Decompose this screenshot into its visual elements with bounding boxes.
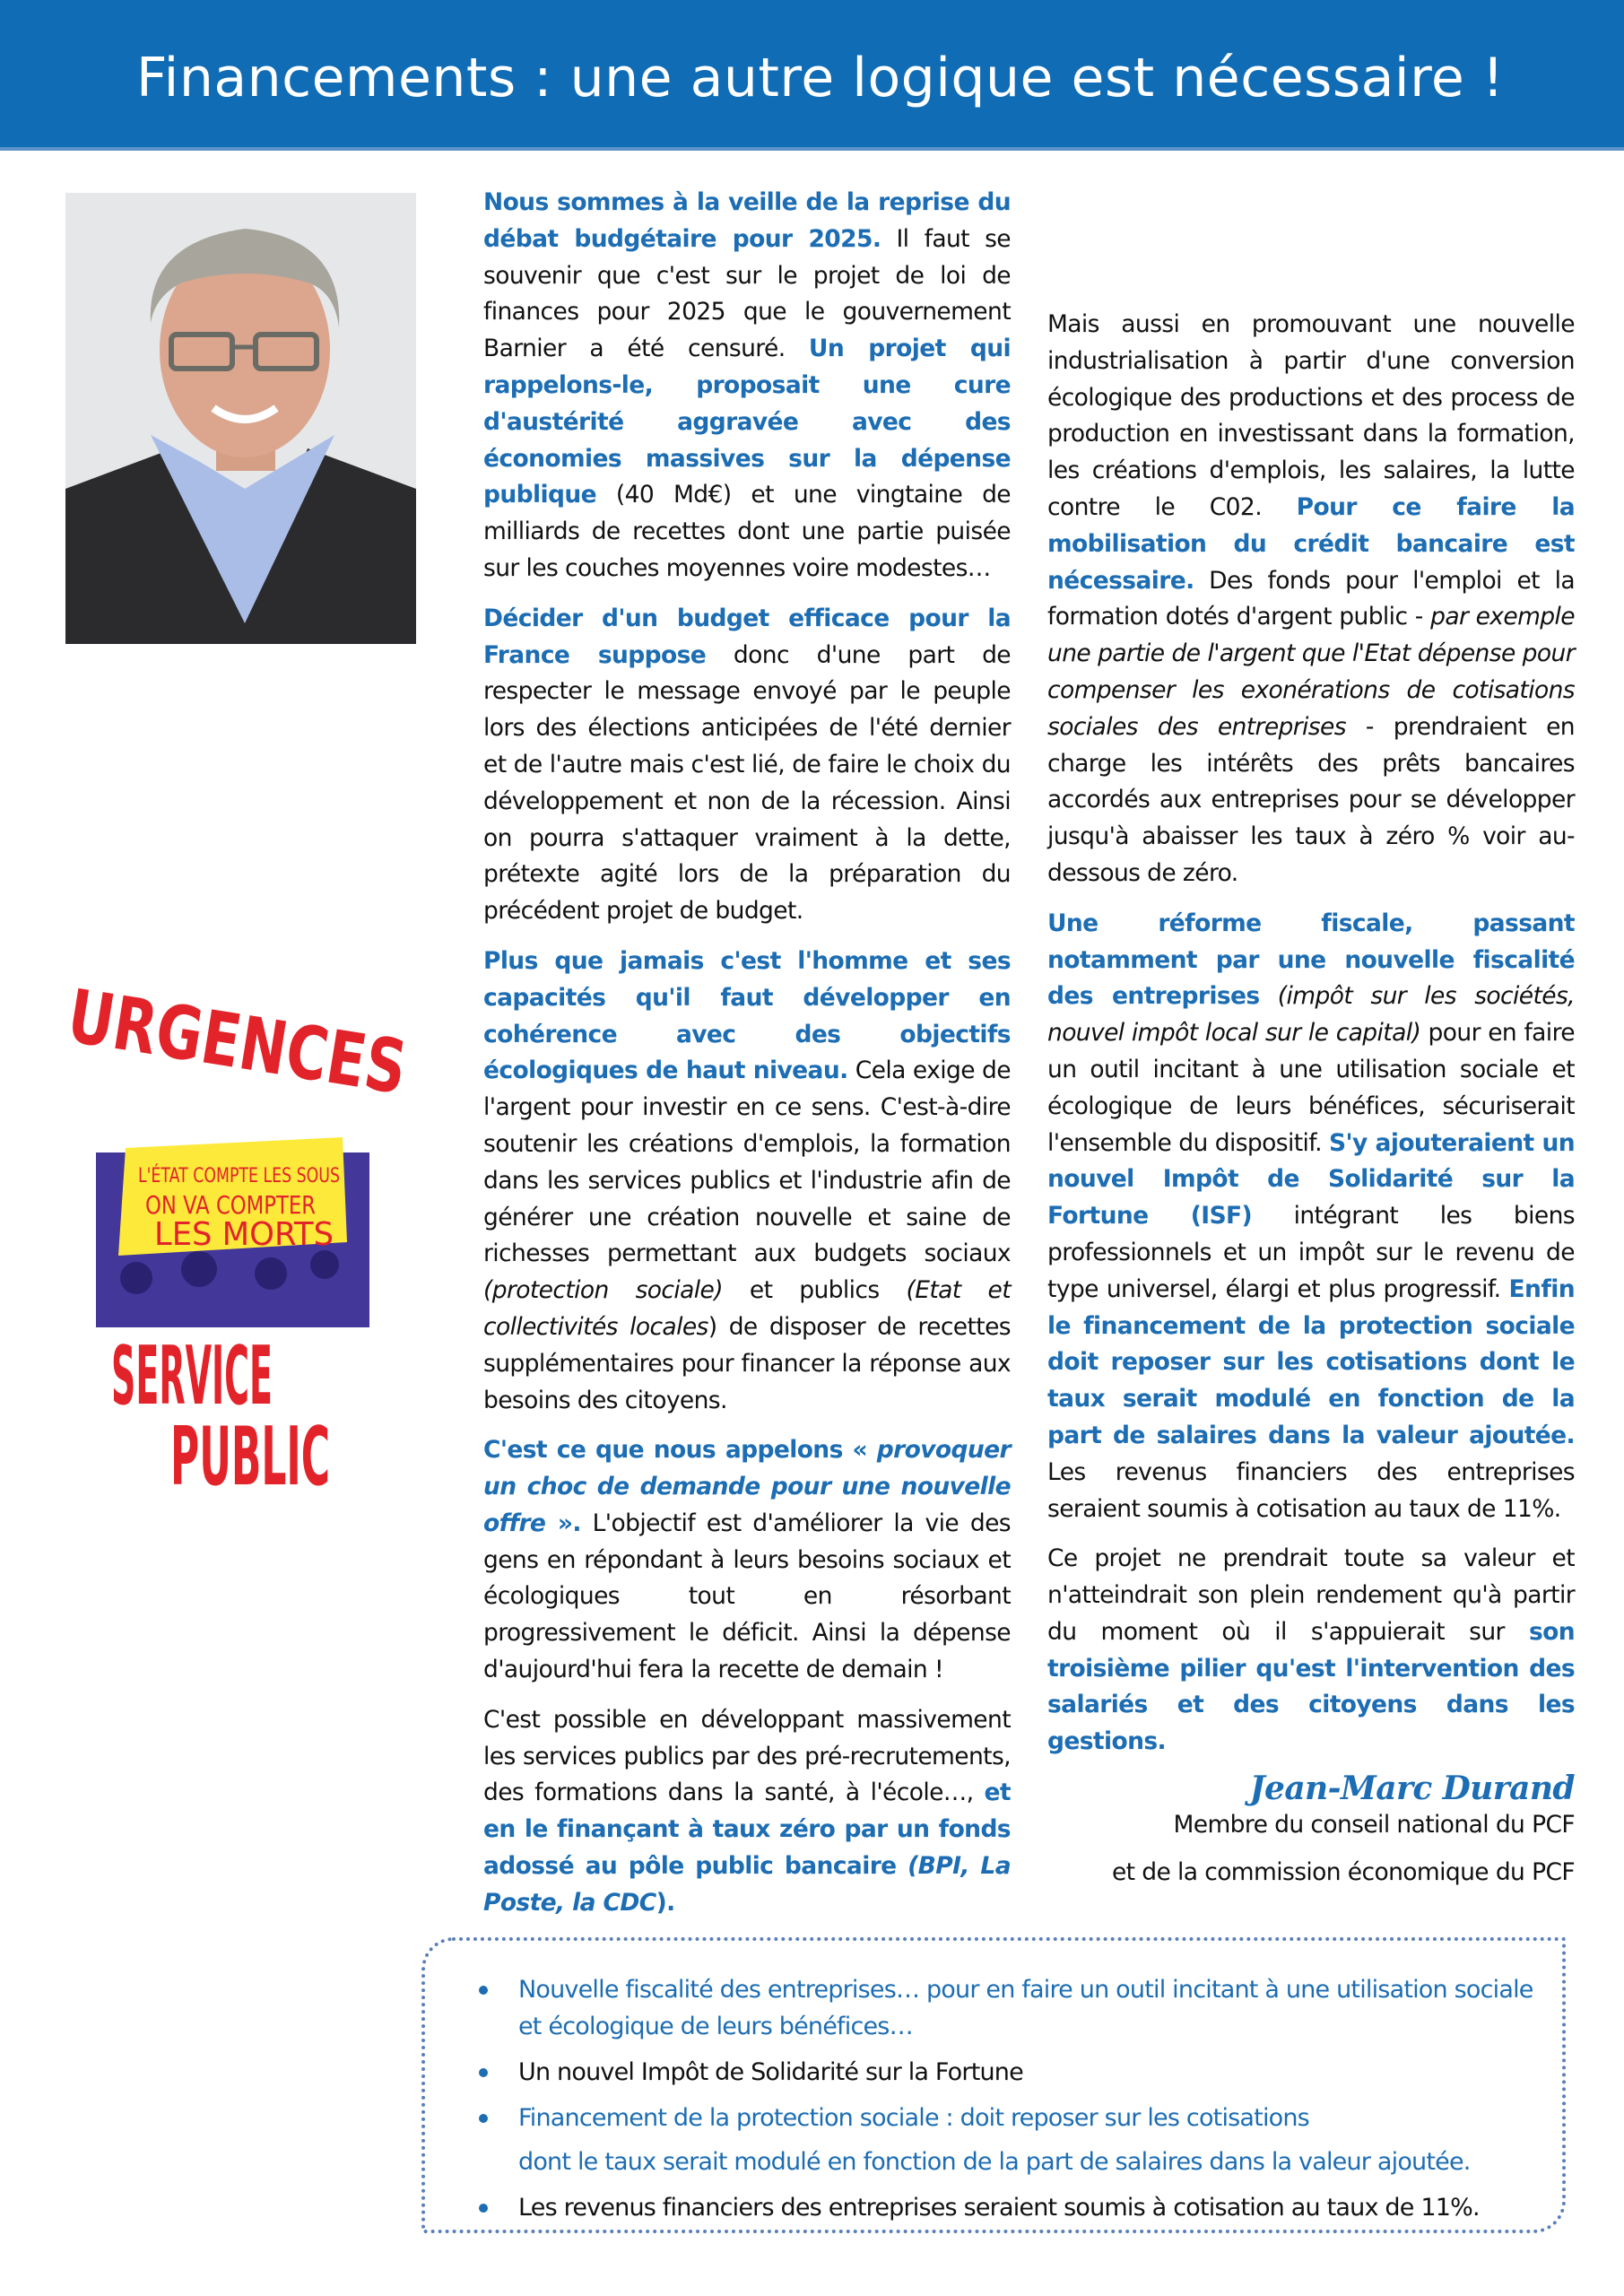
body-text: intégrant les biens professionnels et un impôt sur le revenu de type universel, élargi et plus progressif.	[1047, 1202, 1576, 1303]
paragraph-7	[1047, 906, 1575, 1528]
highlight-text: Plus que jamais c'est l'homme et ses capacités qu'il faut développer en cohérence avec des objectifs écologiques de haut niveau.	[483, 946, 1011, 1085]
paragraph-6	[1047, 307, 1575, 892]
paragraph-8	[1047, 1541, 1575, 1761]
highlight-text: Décider d'un budget efficace pour la France suppose	[483, 604, 1011, 669]
paragraph-1	[483, 185, 1011, 587]
body-text: Ce projet ne prendrait toute sa valeur et n'atteindrait son plein rendement qu'à partir du moment où il s'appuierait sur	[1047, 1544, 1575, 1646]
body-text: L'objectif est d'améliorer la vie des gens en répondant à leurs besoins sociaux et écologiques tout en résorbant progressivement le déficit. Ainsi la dépense d'aujourd'hui fera la recette de demain !	[483, 1509, 1011, 1684]
poster-banner-line2: ON VA COMPTER	[145, 1190, 316, 1220]
urgences-poster	[56, 973, 516, 1504]
summary-list	[479, 1971, 1535, 2235]
body-text: donc d'une part de respecter le message envoyé par le peuple lors des élections anticipées de l'été dernier et de l'autre mais c'est lié, de faire le choix du développement et non de la récession. Ainsi on pourra s'attaquer vraiment à la dette, prétexte agité lors de la préparation du précédent projet de budget.	[483, 640, 1012, 926]
italic-text: (Etat et collectivités locales	[483, 1276, 1011, 1341]
body-text: Il faut se souvenir que c'est sur le projet de loi de finances pour 2025 que le gouvernement Barnier a été censuré.	[483, 224, 1012, 363]
summary-item	[479, 2189, 1535, 2226]
summary-item-text: Un nouvel Impôt de Solidarité sur la Fortune	[518, 2058, 1023, 2086]
highlight-text: ».	[545, 1509, 581, 1537]
summary-box	[421, 1937, 1566, 2233]
body-text: Les revenus financiers des entreprises seraient soumis à cotisation au taux de 11%.	[1047, 1457, 1575, 1523]
body-text: C'est possible en développant massivement les services publics par des pré-recrutements, des formations dans la santé, à l'école…,	[483, 1705, 1011, 1807]
lead-text: Nous sommes à la veille de la reprise du débat budgétaire pour 2025.	[483, 188, 1011, 253]
bullet-icon	[479, 2204, 488, 2213]
paragraph-4	[483, 1432, 1011, 1689]
poster-bottom-line1: SERVICE	[111, 1329, 273, 1423]
body-text: et publics	[722, 1276, 907, 1305]
author-photo	[65, 193, 416, 644]
body-text: (40 Md€) et une vingtaine de milliards de recettes dont une partie puisée sur les couches moyennes voire modestes…	[483, 481, 1011, 582]
poster-top-word: URGENCES	[62, 973, 516, 1128]
portrait-illustration	[65, 193, 416, 644]
poster-banner-line1: L'ÉTAT COMPTE LES SOUS	[138, 1165, 395, 1187]
paragraph-3	[483, 944, 1011, 1419]
highlight-text: C'est ce que nous appelons «	[483, 1436, 877, 1465]
highlight-text: et en le finançant à taux zéro par un fonds adossé au pôle public bancaire	[483, 1779, 1011, 1881]
body-text: pour en faire un outil incitant à une utilisation sociale et écologique de leurs bénéfices, sécuriserait l'ensemble du dispositif.	[1047, 1019, 1575, 1157]
highlight-text: Pour ce faire la mobilisation du crédit bancaire est nécessaire.	[1047, 492, 1575, 595]
body-text: ) de disposer de recettes supplémentaires pour financer la réponse aux besoins des citoyens.	[483, 1312, 1011, 1414]
author-signature: Jean-Marc Durand	[1249, 1770, 1575, 1808]
italic-text: par exemple une partie de l'argent que l'Etat dépense pour compenser les exonérations de cotisations sociales des entreprises	[1047, 603, 1575, 741]
summary-item-text: Nouvelle fiscalité des entreprises… pour en faire un outil incitant à une utilisation sociale et écologique de leurs bénéfices…	[518, 1976, 1533, 2040]
highlight-text: ).	[656, 1888, 675, 1917]
page-title: Financements : une autre logique est nécessaire !	[136, 47, 1505, 109]
body-text: Des fonds pour l'emploi et la formation dotés d'argent public -	[1047, 566, 1575, 631]
bullet-icon	[479, 2114, 488, 2123]
highlight-text: Enfin le financement de la protection sociale doit reposer sur les cotisations dont le taux serait modulé en fonction de la part de salaires dans la valeur ajoutée.	[1047, 1274, 1575, 1449]
header-banner	[0, 0, 1624, 151]
article-column-2b	[1047, 307, 1575, 1903]
poster-illustration	[56, 973, 516, 1504]
summary-item-text: Financement de la protection sociale : doit reposer sur les cotisations	[518, 2104, 1309, 2132]
summary-item-text: Les revenus financiers des entreprises seraient soumis à cotisation au taux de 11%.	[518, 2194, 1480, 2222]
body-text: Mais aussi en promouvant une nouvelle industrialisation à partir d'une conversion écologique des productions et des process de production en investissant dans la formation, les créations d'emplois, les salaires, la lutte contre le C02.	[1047, 310, 1575, 521]
body-text: - prendraient en charge les intérêts des prêts bancaires accordés aux entreprises pour se développer jusqu'à abaisser les taux à zéro % voir au-dessous de zéro.	[1047, 712, 1575, 887]
bullet-icon	[479, 1986, 488, 1995]
highlight-text: Un projet qui rappelons-le, proposait une cure d'austérité aggravée avec des économies massives sur la dépense publique	[483, 335, 1011, 509]
summary-item	[479, 2054, 1535, 2091]
italic-text: (impôt sur les sociétés, nouvel impôt local sur le capital)	[1047, 982, 1575, 1048]
paragraph-2	[483, 601, 1011, 930]
summary-item-text-continued: dont le taux serait modulé en fonction de la part de salaires dans la valeur ajoutée.	[518, 2148, 1471, 2176]
author-role-line1: Membre du conseil national du PCF	[1173, 1811, 1575, 1839]
summary-item	[479, 2100, 1535, 2180]
highlight-text: son troisième pilier qu'est l'intervention des salariés et des citoyens dans les gestions.	[1047, 1617, 1575, 1756]
body-text: Cela exige de l'argent pour investir en ce sens. C'est-à-dire soutenir les créations d'emplois, la formation dans les services publics et l'industrie afin de générer une création nouvelle et saine de richesses permettant aux budgets sociaux	[483, 1057, 1011, 1268]
paragraph-5	[483, 1702, 1011, 1922]
article-column-1	[483, 185, 1011, 1935]
highlight-text: S'y ajouteraient un nouvel Impôt de Solidarité sur la Fortune (ISF)	[1047, 1128, 1575, 1231]
poster-banner-line3: LES MORTS	[154, 1216, 334, 1253]
poster-bottom-line2: PUBLIC	[170, 1410, 330, 1504]
highlight-text: Une réforme fiscale, passant notamment par une nouvelle fiscalité des entreprises	[1047, 909, 1575, 1011]
italic-text: (protection sociale)	[483, 1276, 723, 1305]
highlight-italic-text: (BPI, La Poste, la CDC	[483, 1852, 1011, 1917]
highlight-italic-text: provoquer un choc de demande pour une nouvelle offre	[483, 1436, 1011, 1537]
author-role-line2: et de la commission économique du PCF	[1111, 1858, 1575, 1887]
summary-item	[479, 1971, 1535, 2045]
bullet-icon	[479, 2068, 488, 2077]
